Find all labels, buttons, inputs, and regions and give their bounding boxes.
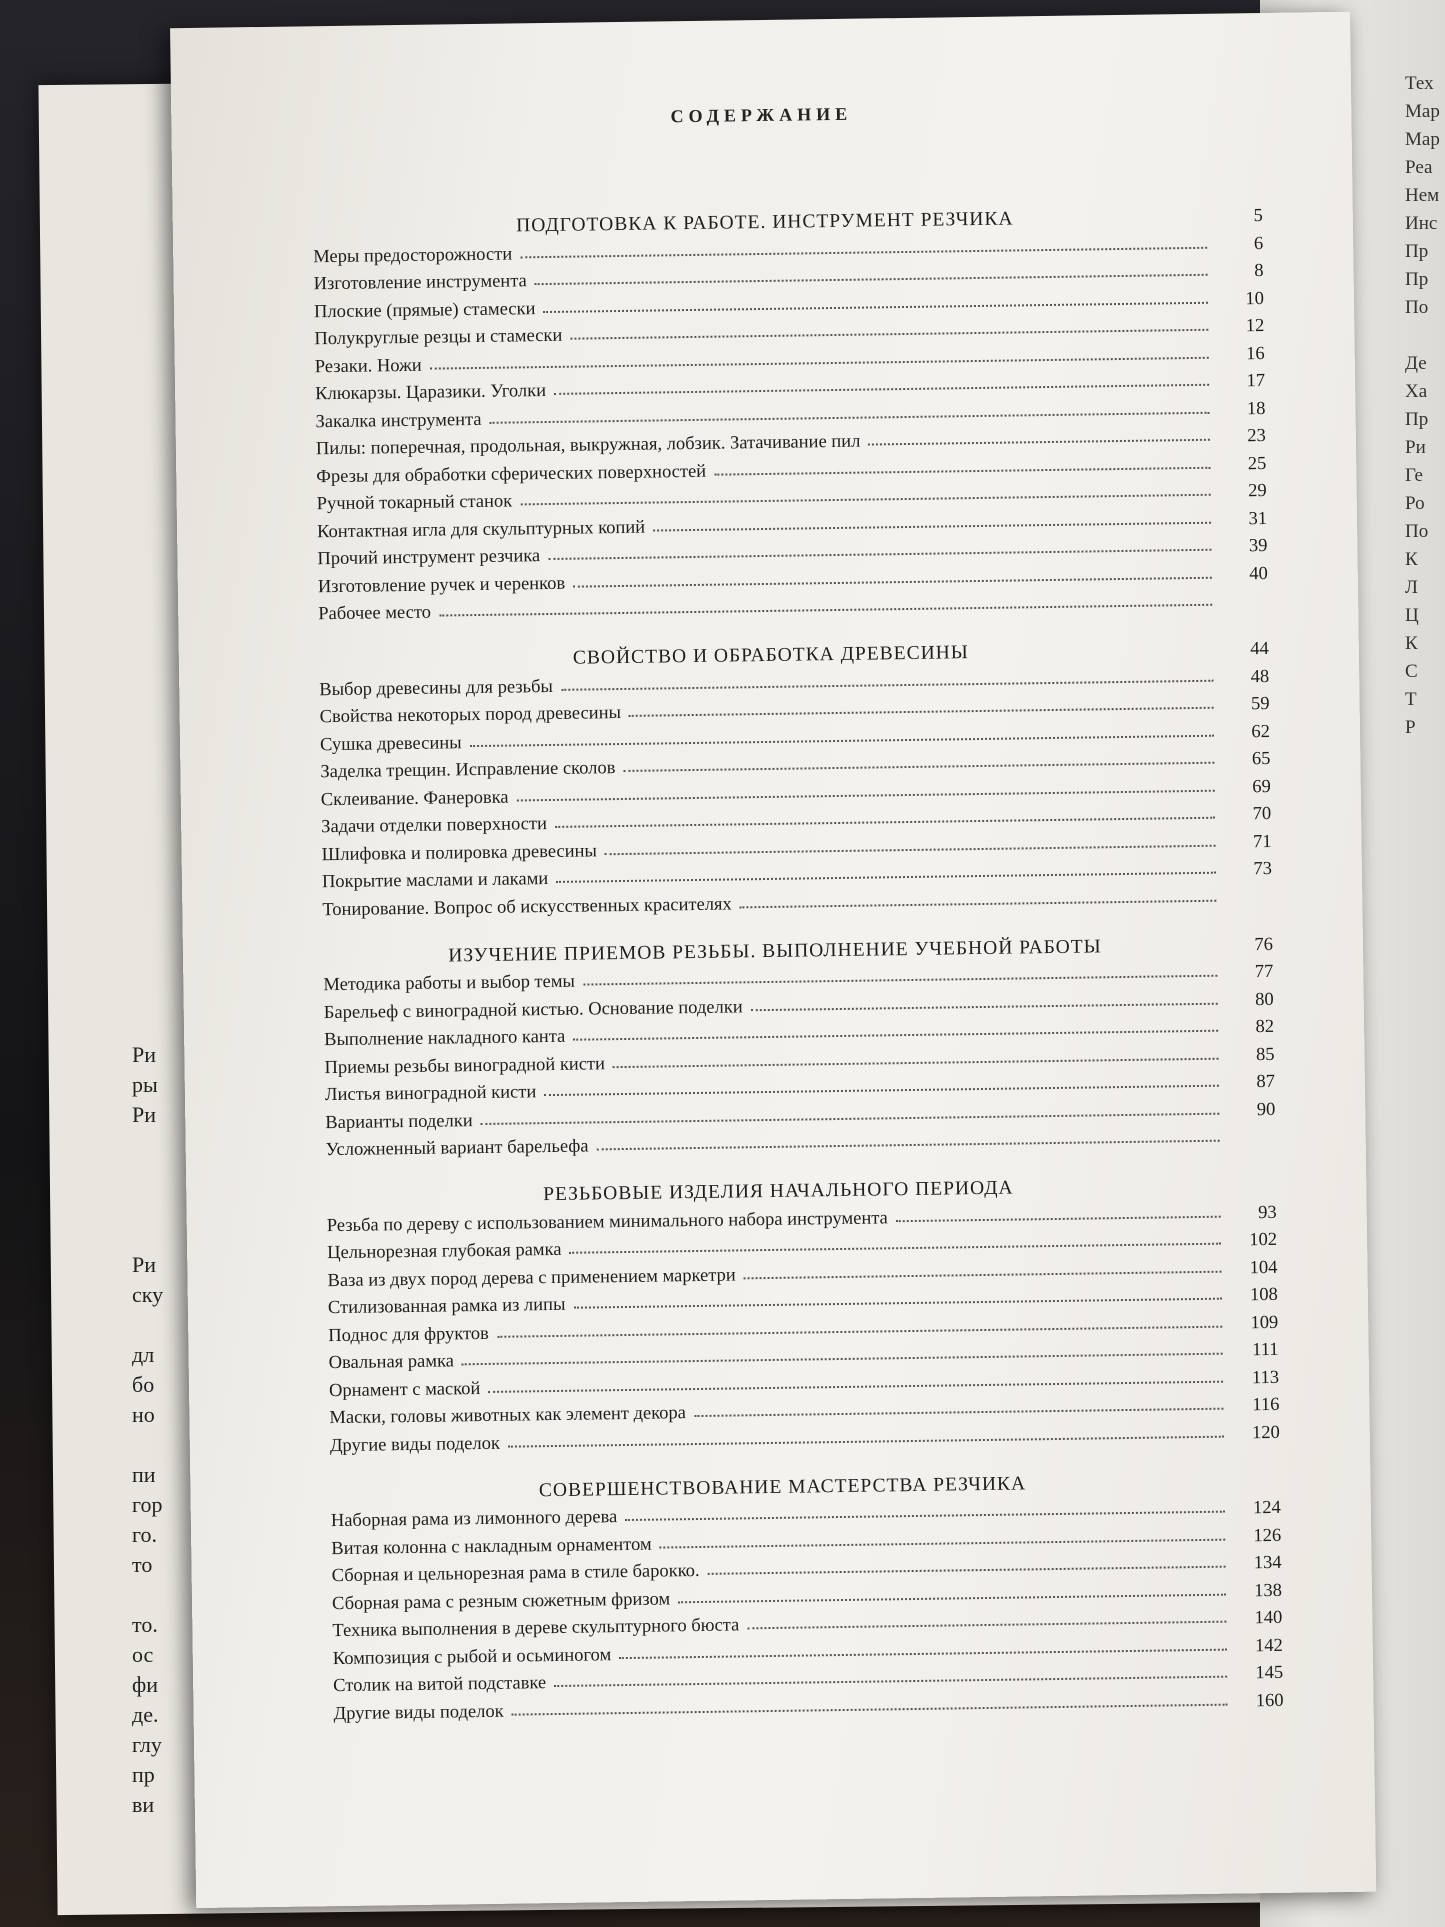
fragment-line: Ха bbox=[1405, 381, 1428, 402]
page-number: 108 bbox=[1249, 1284, 1278, 1306]
dot-leader bbox=[896, 1215, 1221, 1222]
fragment-line: Мар bbox=[1405, 101, 1440, 122]
entry-title: Резьба по дереву с использованием минимального набора инструмента bbox=[326, 1207, 888, 1236]
fragment-line: ос bbox=[132, 1642, 154, 1667]
entry-title: Выбор древесины для резьбы bbox=[319, 676, 554, 700]
section-heading: ИЗУЧЕНИЕ ПРИЕМОВ РЕЗЬБЫ. ВЫПОЛНЕНИЕ УЧЕБНОЙ РАБОТЫ bbox=[448, 935, 1102, 966]
dot-leader bbox=[751, 1002, 1218, 1011]
dot-leader bbox=[605, 844, 1216, 855]
fragment-line: то bbox=[132, 1552, 153, 1577]
entry-title: Композиция с рыбой и осьминогом bbox=[332, 1644, 612, 1669]
entry-title: Выполнение накладного канта bbox=[324, 1026, 566, 1051]
page-number: 23 bbox=[1247, 425, 1266, 447]
page-number: 134 bbox=[1253, 1552, 1282, 1574]
fragment-line: Де bbox=[1405, 353, 1427, 374]
fragment-line: С bbox=[1405, 661, 1418, 682]
entry-title: Орнамент с маской bbox=[328, 1378, 481, 1401]
dot-leader bbox=[625, 1511, 1225, 1521]
fragment-line: Пр bbox=[1405, 409, 1429, 430]
fragment-line: ви bbox=[132, 1792, 155, 1817]
section-heading: СОВЕРШЕНСТВОВАНИЕ МАСТЕРСТВА РЕЗЧИКА bbox=[538, 1472, 1027, 1501]
page-number: 142 bbox=[1254, 1635, 1283, 1656]
entry-title: Фрезы для обработки сферических поверхностей bbox=[316, 461, 707, 487]
page-number: 40 bbox=[1249, 563, 1268, 584]
dot-leader bbox=[597, 1140, 1220, 1151]
page-number: 62 bbox=[1251, 721, 1271, 742]
page-number: 77 bbox=[1254, 961, 1274, 983]
entry-title: Сборная и цельнорезная рама в стиле барокко. bbox=[331, 1560, 700, 1587]
page-number: 70 bbox=[1252, 803, 1272, 825]
entry-title: Другие виды поделок bbox=[329, 1433, 501, 1456]
entry-title: Сборная рама с резным сюжетным фризом bbox=[331, 1588, 671, 1614]
fragment-line bbox=[132, 1220, 184, 1250]
fragment-line: то. bbox=[132, 1612, 158, 1637]
page-number: 12 bbox=[1245, 315, 1265, 337]
page-number: 10 bbox=[1245, 288, 1265, 309]
page-number: 6 bbox=[1253, 233, 1264, 254]
fragment-line: Ц bbox=[1405, 605, 1419, 626]
fragment-line: Ри bbox=[132, 1102, 157, 1127]
fragment-line: де. bbox=[132, 1702, 159, 1727]
left-page-text-fragment bbox=[132, 1040, 184, 1817]
toc-section bbox=[319, 626, 1273, 935]
entry-title: Резаки. Ножи bbox=[314, 355, 422, 377]
page-number: 31 bbox=[1248, 508, 1268, 529]
entry-title: Изготовление инструмента bbox=[313, 271, 527, 295]
page-number: 160 bbox=[1255, 1690, 1284, 1711]
fragment-line: пи bbox=[132, 1462, 156, 1487]
entry-title: Меры предосторожности bbox=[313, 243, 513, 267]
page-number: 145 bbox=[1255, 1662, 1284, 1684]
table-of-contents bbox=[313, 193, 1284, 1739]
toc-section bbox=[330, 1457, 1284, 1738]
fragment-line: Ри bbox=[132, 1042, 157, 1067]
dot-leader bbox=[740, 899, 1217, 908]
contents-page bbox=[170, 12, 1376, 1908]
entry-title: Пилы: поперечная, продольная, выкружная, лобзик. Затачивание пил bbox=[315, 431, 861, 460]
dot-leader bbox=[747, 1621, 1226, 1630]
toc-section bbox=[323, 921, 1276, 1175]
fragment-line: пр bbox=[132, 1762, 155, 1787]
page-number: 48 bbox=[1250, 666, 1270, 687]
entry-title: Клюкарзы. Царазики. Уголки bbox=[315, 381, 547, 405]
page-number: 109 bbox=[1250, 1312, 1279, 1333]
entry-title: Изготовление ручек и черенков bbox=[317, 573, 566, 597]
fragment-line: По bbox=[1405, 521, 1429, 542]
entry-title: Листья виноградной кисти bbox=[324, 1082, 537, 1106]
fragment-line: Т bbox=[1405, 689, 1417, 710]
entry-title: Усложненный вариант барельефа bbox=[325, 1136, 589, 1161]
fragment-line: Пр bbox=[1405, 269, 1429, 290]
fragment-line: Ге bbox=[1405, 465, 1423, 486]
fragment-line: Нем bbox=[1405, 185, 1440, 206]
entry-title: Сушка древесины bbox=[319, 732, 462, 755]
fragment-line: но bbox=[132, 1402, 155, 1427]
fragment-line bbox=[132, 1130, 184, 1160]
entry-title: Другие виды поделок bbox=[333, 1701, 504, 1724]
page-number: 120 bbox=[1251, 1422, 1280, 1443]
dot-leader bbox=[613, 1057, 1219, 1067]
dot-leader bbox=[714, 466, 1210, 475]
fragment-line: бо bbox=[132, 1372, 155, 1397]
fragment-line bbox=[1405, 322, 1445, 350]
entry-title: Свойства некоторых пород древесины bbox=[319, 703, 622, 728]
dot-leader bbox=[583, 975, 1217, 986]
fragment-line bbox=[132, 1160, 184, 1190]
page-number: 138 bbox=[1254, 1580, 1283, 1601]
fragment-line: гор bbox=[132, 1492, 163, 1517]
entry-title: Техника выполнения в дереве скульптурного бюста bbox=[332, 1615, 740, 1642]
fragment-line bbox=[132, 1310, 184, 1340]
fragment-line: дл bbox=[132, 1342, 155, 1367]
entry-title: Ручной токарный станок bbox=[316, 491, 513, 515]
section-heading: ПОДГОТОВКА К РАБОТЕ. ИНСТРУМЕНТ РЕЗЧИКА bbox=[516, 208, 1014, 237]
dot-leader bbox=[573, 576, 1212, 587]
page-number: 93 bbox=[1258, 1202, 1277, 1223]
fragment-line: Пр bbox=[1405, 241, 1429, 262]
section-heading: СВОЙСТВО И ОБРАБОТКА ДРЕВЕСИНЫ bbox=[572, 642, 969, 669]
fragment-line: Ри bbox=[132, 1252, 157, 1277]
page-number: 126 bbox=[1253, 1525, 1282, 1546]
entry-title: Тонирование. Вопрос об искусственных красителях bbox=[322, 893, 732, 920]
fragment-line: го. bbox=[132, 1522, 157, 1547]
toc-section bbox=[326, 1162, 1280, 1471]
entry-title: Столик на витой подставке bbox=[333, 1673, 547, 1697]
entry-title: Стилизованная рамка из липы bbox=[327, 1294, 566, 1319]
toc-section bbox=[313, 193, 1269, 639]
page-number: 102 bbox=[1249, 1229, 1278, 1251]
entry-title: Цельнорезная глубокая рамка bbox=[327, 1239, 562, 1264]
page-number: 90 bbox=[1256, 1099, 1276, 1120]
page-number: 44 bbox=[1250, 638, 1269, 660]
page-number: 113 bbox=[1251, 1367, 1280, 1388]
fragment-line: К bbox=[1405, 633, 1418, 654]
page-number: 17 bbox=[1246, 370, 1266, 392]
dot-leader bbox=[868, 439, 1210, 446]
page-number: 82 bbox=[1255, 1016, 1275, 1038]
page-number: 18 bbox=[1246, 398, 1266, 419]
dot-leader bbox=[570, 329, 1208, 340]
page-number: 73 bbox=[1253, 858, 1273, 880]
page-number: 59 bbox=[1250, 693, 1270, 715]
fragment-line: Инс bbox=[1405, 213, 1438, 234]
entry-title: Полукруглые резцы и стамески bbox=[314, 325, 563, 350]
page-number: 104 bbox=[1249, 1257, 1278, 1278]
page-number: 8 bbox=[1254, 260, 1264, 282]
dot-leader bbox=[619, 1648, 1227, 1658]
fragment-line: К bbox=[1405, 549, 1418, 570]
page-number: 140 bbox=[1254, 1607, 1283, 1629]
entry-title: Прочий инструмент резчика bbox=[317, 546, 541, 570]
entry-title: Рабочее место bbox=[318, 602, 432, 625]
fragment-line bbox=[132, 1580, 184, 1610]
entry-title: Ваза из двух пород дерева с применением маркетри bbox=[327, 1264, 736, 1291]
page-number: 124 bbox=[1252, 1497, 1281, 1519]
fragment-line: Ро bbox=[1405, 493, 1425, 514]
dot-leader bbox=[708, 1566, 1226, 1575]
page-title: СОДЕРЖАНИЕ bbox=[670, 103, 853, 127]
page-number: 116 bbox=[1252, 1394, 1280, 1416]
entry-title: Овальная рамка bbox=[328, 1351, 455, 1374]
dot-leader bbox=[629, 707, 1214, 717]
fragment-line: Р bbox=[1405, 717, 1416, 738]
page-number: 87 bbox=[1256, 1071, 1276, 1093]
page-number: 16 bbox=[1246, 343, 1265, 364]
entry-title: Поднос для фруктов bbox=[328, 1323, 489, 1346]
page-number: 76 bbox=[1254, 934, 1274, 955]
entry-title: Склеивание. Фанеровка bbox=[320, 787, 509, 810]
entry-title: Задачи отделки поверхности bbox=[321, 814, 548, 838]
page-number: 85 bbox=[1255, 1044, 1275, 1065]
fragment-line: Тех bbox=[1405, 73, 1434, 94]
dot-leader bbox=[623, 762, 1214, 772]
entry-title: Методика работы и выбор темы bbox=[323, 971, 576, 996]
fragment-line: Мар bbox=[1405, 129, 1440, 150]
page-number: 69 bbox=[1252, 776, 1271, 797]
dot-leader bbox=[653, 521, 1211, 531]
entry-title: Закалка инструмента bbox=[315, 409, 482, 432]
fragment-line: По bbox=[1405, 297, 1429, 318]
entry-title: Плоские (прямые) стамески bbox=[313, 298, 536, 322]
entry-title: Наборная рама из лимонного дерева bbox=[330, 1507, 618, 1532]
dot-leader bbox=[744, 1270, 1222, 1279]
page-number: 39 bbox=[1248, 535, 1268, 557]
page-number: 5 bbox=[1253, 206, 1263, 227]
page-number: 80 bbox=[1255, 989, 1274, 1010]
page-number: 65 bbox=[1251, 748, 1271, 770]
page-number: 25 bbox=[1247, 453, 1267, 474]
fragment-line: глу bbox=[132, 1732, 162, 1757]
section-heading: РЕЗЬБОВЫЕ ИЗДЕЛИЯ НАЧАЛЬНОГО ПЕРИОДА bbox=[543, 1177, 1014, 1206]
entry-title: Контактная игла для скульптурных копий bbox=[316, 517, 646, 542]
fragment-line: фи bbox=[132, 1672, 159, 1697]
page-number: 71 bbox=[1252, 831, 1272, 852]
entry-title: Маски, головы животных как элемент декора bbox=[329, 1403, 687, 1429]
entry-title: Покрытие маслами и лаками bbox=[321, 869, 549, 893]
entry-title: Варианты поделки bbox=[325, 1110, 473, 1133]
page-number: 29 bbox=[1247, 480, 1267, 502]
dot-leader bbox=[660, 1538, 1226, 1548]
fragment-line: Ри bbox=[1405, 437, 1426, 458]
entry-title: Приемы резьбы виноградной кисти bbox=[324, 1053, 606, 1078]
entry-title: Заделка трещин. Исправление сколов bbox=[320, 758, 616, 783]
fragment-line: Реа bbox=[1405, 157, 1433, 178]
fragment-line: ры bbox=[132, 1072, 158, 1097]
entry-title: Барельеф с виноградной кистью. Основание поделки bbox=[323, 996, 743, 1023]
entry-title: Шлифовка и полировка древесины bbox=[321, 840, 598, 865]
dot-leader bbox=[678, 1593, 1226, 1603]
fragment-line: ску bbox=[132, 1282, 164, 1307]
entry-title: Витая колонна с накладным орнаментом bbox=[331, 1534, 652, 1559]
fragment-line bbox=[132, 1190, 184, 1220]
page-number: 111 bbox=[1252, 1339, 1279, 1361]
fragment-line bbox=[132, 1430, 184, 1460]
dot-leader bbox=[694, 1408, 1223, 1417]
right-page-text-fragment bbox=[1405, 70, 1445, 742]
fragment-line: Л bbox=[1405, 577, 1418, 598]
